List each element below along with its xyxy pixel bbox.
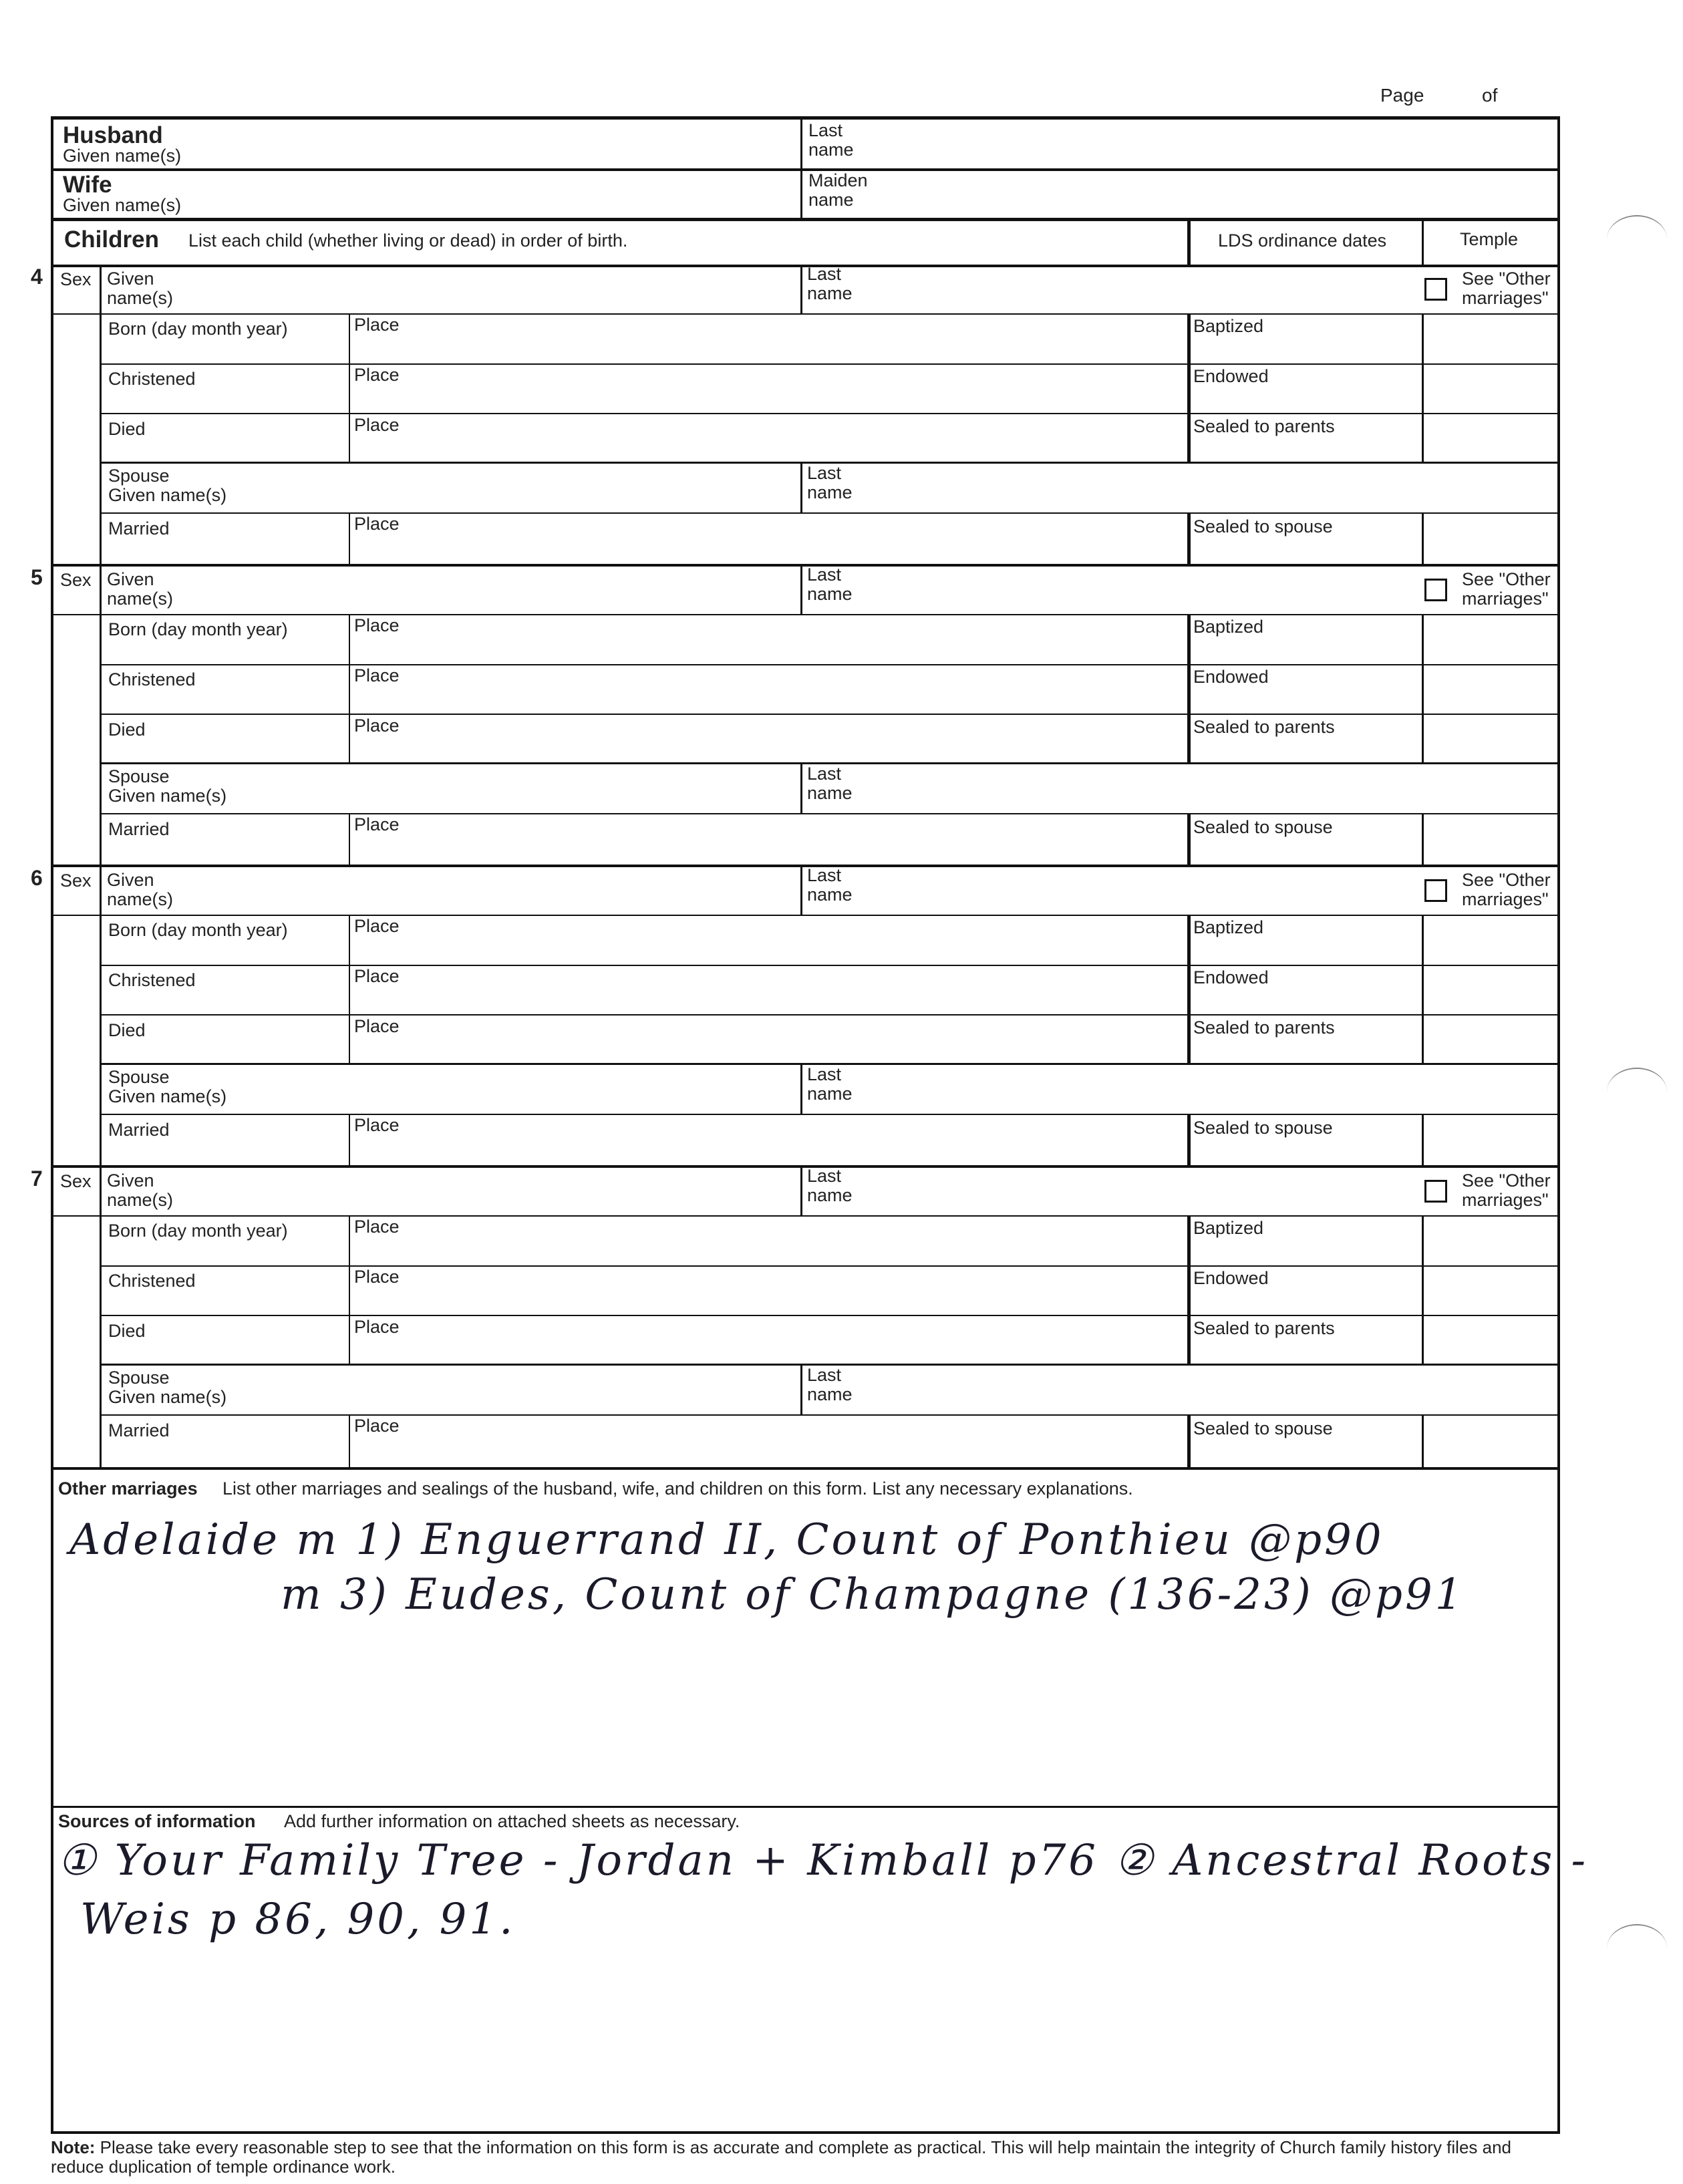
temple-divider-a (1422, 915, 1424, 1064)
lds-divider-a (1187, 615, 1191, 763)
baptized-label: Baptized (1193, 316, 1264, 336)
rule-a (51, 313, 1560, 315)
other-marriages-label: Other marriages (58, 1478, 198, 1499)
married-place-label: Place (354, 514, 400, 534)
born-label: Born (day month year) (108, 920, 288, 940)
sex-label: Sex (60, 1171, 92, 1191)
child-block-5 (0, 565, 1683, 866)
died-label: Died (108, 1020, 146, 1040)
see-other-marriages-label: See "Other marriages" (1462, 569, 1551, 609)
rule-e (100, 813, 1560, 814)
sex-divider (100, 565, 102, 866)
other-marriages-checkbox[interactable] (1424, 879, 1447, 902)
temple-divider (1422, 220, 1424, 267)
temple-label: Temple (1460, 229, 1519, 249)
given-last-divider (800, 265, 802, 314)
see-other-marriages-label: See "Other marriages" (1462, 870, 1551, 909)
note-text: Please take every reasonable step to see that the information on this form is as accurate and complete as practical. This will help maintain the integrity of Church family history files and reduce duplication of temple ordinance work. (51, 2137, 1512, 2177)
husband-last-label: Last name (808, 120, 854, 160)
christened-place-label: Place (354, 966, 400, 986)
born-place-label: Place (354, 916, 400, 936)
place-divider-b (349, 1114, 350, 1166)
baptized-label: Baptized (1193, 1218, 1264, 1238)
footer-note (51, 2138, 1541, 2177)
spouse-last-divider (800, 764, 802, 814)
lds-divider (1187, 220, 1191, 267)
christened-place-label: Place (354, 665, 400, 685)
husband-divider (800, 119, 802, 170)
husband-wife-rule (51, 168, 1560, 171)
died-place-label: Place (354, 1317, 400, 1337)
born-place-label: Place (354, 615, 400, 635)
given-last-divider (800, 866, 802, 915)
child-block-7 (0, 1166, 1683, 1468)
temple-divider-b (1422, 513, 1424, 565)
married-label: Married (108, 819, 170, 839)
sealed-spouse-label: Sealed to spouse (1193, 516, 1333, 536)
spouse-label: Spouse Given name(s) (108, 1368, 227, 1407)
top-rule (51, 116, 1560, 120)
page-label: Page (1380, 85, 1424, 106)
sealed-parents-label: Sealed to parents (1193, 1318, 1335, 1338)
lds-divider-b (1187, 1415, 1191, 1468)
place-divider-b (349, 513, 350, 565)
given-last-divider (800, 565, 802, 615)
lds-divider-b (1187, 1114, 1191, 1166)
married-place-label: Place (354, 1115, 400, 1135)
child-block-6 (0, 866, 1683, 1166)
given-name-label: Given name(s) (107, 1171, 174, 1210)
place-divider-b (349, 814, 350, 866)
see-other-marriages-label: See "Other marriages" (1462, 269, 1551, 308)
endowed-label: Endowed (1193, 1268, 1269, 1288)
see-other-marriages-label: See "Other marriages" (1462, 1171, 1551, 1210)
sealed-spouse-label: Sealed to spouse (1193, 1118, 1333, 1138)
sealed-spouse-label: Sealed to spouse (1193, 1418, 1333, 1438)
binder-hole-mark (1607, 1068, 1667, 1116)
sealed-spouse-label: Sealed to spouse (1193, 817, 1333, 837)
rule-c (100, 1315, 1560, 1316)
child-number: 6 (31, 866, 43, 890)
place-divider-b (349, 1415, 350, 1468)
sex-divider (100, 1166, 102, 1468)
lds-label: LDS ordinance dates (1218, 230, 1387, 251)
died-place-label: Place (354, 415, 400, 435)
spouse-last-divider (800, 1064, 802, 1114)
sex-divider (100, 265, 102, 565)
sex-label: Sex (60, 570, 92, 590)
lds-divider-a (1187, 1216, 1191, 1364)
rule-b (100, 1265, 1560, 1267)
of-label: of (1482, 85, 1498, 106)
place-divider-a (349, 314, 350, 462)
christened-label: Christened (108, 970, 196, 990)
christened-place-label: Place (354, 1267, 400, 1287)
rule-a (51, 915, 1560, 916)
baptized-label: Baptized (1193, 617, 1264, 637)
spouse-label: Spouse Given name(s) (108, 466, 227, 505)
rule-e (100, 1414, 1560, 1416)
lds-divider-a (1187, 915, 1191, 1064)
spouse-label: Spouse Given name(s) (108, 1067, 227, 1106)
other-marriage-entry: Adelaide m 1) Enguerrand II, Count of Ponthieu @p90 (69, 1515, 1384, 1565)
husband-label: Husband (63, 122, 163, 148)
child-number: 4 (31, 265, 43, 289)
rule-b (100, 664, 1560, 665)
born-place-label: Place (354, 315, 400, 335)
wife-maiden-label: Maiden name (808, 170, 868, 210)
given-name-label: Given name(s) (107, 269, 174, 308)
source-entry: Weis p 86, 90, 91. (80, 1895, 516, 1944)
other-marriages-instruction: List other marriages and sealings of the husband, wife, and children on this form. List any necessary explanations. (222, 1478, 1133, 1499)
spouse-last-label: Last name (807, 764, 853, 803)
place-divider-a (349, 615, 350, 763)
lds-divider-a (1187, 314, 1191, 462)
sources-instruction: Add further information on attached sheets as necessary. (284, 1811, 740, 1831)
given-name-label: Given name(s) (107, 870, 174, 909)
sealed-parents-label: Sealed to parents (1193, 416, 1335, 436)
christened-label: Christened (108, 669, 196, 689)
given-name-label: Given name(s) (107, 569, 174, 609)
child-number: 5 (31, 565, 43, 589)
given-last-divider (800, 1166, 802, 1216)
place-divider-a (349, 1216, 350, 1364)
rule-e (100, 1114, 1560, 1115)
married-label: Married (108, 1420, 170, 1440)
baptized-label: Baptized (1193, 917, 1264, 937)
temple-divider-a (1422, 1216, 1424, 1364)
other-marriages-checkbox[interactable] (1424, 1180, 1447, 1203)
died-place-label: Place (354, 1016, 400, 1036)
died-place-label: Place (354, 716, 400, 736)
died-label: Died (108, 720, 146, 740)
christened-label: Christened (108, 369, 196, 389)
children-instruction: List each child (whether living or dead) in order of birth. (188, 230, 628, 251)
wife-label: Wife (63, 172, 112, 198)
sex-divider (100, 866, 102, 1166)
spouse-last-label: Last name (807, 1064, 853, 1104)
last-name-label: Last name (807, 565, 853, 604)
source-entry: ① Your Family Tree - Jordan + Kimball p76 ② Ancestral Roots - (57, 1836, 1589, 1885)
christened-label: Christened (108, 1271, 196, 1291)
lds-divider-b (1187, 814, 1191, 866)
note-label: Note: (51, 2137, 96, 2157)
child-number: 7 (31, 1166, 43, 1191)
rule-c (100, 714, 1560, 715)
married-place-label: Place (354, 1416, 400, 1436)
spouse-last-divider (800, 463, 802, 513)
other-marriages-checkbox[interactable] (1424, 579, 1447, 601)
rule-b (100, 363, 1560, 365)
sealed-parents-label: Sealed to parents (1193, 1018, 1335, 1038)
rule-e (100, 512, 1560, 514)
married-place-label: Place (354, 814, 400, 834)
spouse-last-label: Last name (807, 1365, 853, 1404)
spouse-label: Spouse Given name(s) (108, 766, 227, 806)
binder-hole-mark (1607, 1924, 1667, 1972)
child-7-bottom-rule (51, 1467, 1560, 1470)
born-label: Born (day month year) (108, 1221, 288, 1241)
sealed-parents-label: Sealed to parents (1193, 717, 1335, 737)
place-divider-a (349, 915, 350, 1064)
rule-a (51, 1215, 1560, 1217)
last-name-label: Last name (807, 865, 853, 905)
temple-divider-b (1422, 1415, 1424, 1468)
other-marriages-checkbox[interactable] (1424, 278, 1447, 301)
born-place-label: Place (354, 1217, 400, 1237)
temple-divider-a (1422, 314, 1424, 462)
died-label: Died (108, 419, 146, 439)
married-label: Married (108, 518, 170, 538)
temple-divider-a (1422, 615, 1424, 763)
rule-a (51, 614, 1560, 615)
lds-divider-b (1187, 513, 1191, 565)
child-block-4 (0, 265, 1683, 565)
sources-rule (51, 1806, 1560, 1808)
sex-label: Sex (60, 269, 92, 289)
died-label: Died (108, 1321, 146, 1341)
sex-label: Sex (60, 871, 92, 891)
last-name-label: Last name (807, 1166, 853, 1205)
binder-hole-mark (1607, 215, 1667, 263)
wife-divider (800, 170, 802, 219)
children-title: Children (64, 226, 159, 253)
last-name-label: Last name (807, 264, 853, 303)
endowed-label: Endowed (1193, 366, 1269, 386)
wife-children-rule (51, 218, 1560, 221)
born-label: Born (day month year) (108, 619, 288, 639)
other-marriage-entry: m 3) Eudes, Count of Champagne (136-23) @p91 (281, 1570, 1465, 1619)
christened-place-label: Place (354, 365, 400, 385)
born-label: Born (day month year) (108, 319, 288, 339)
husband-given-label: Given name(s) (63, 146, 182, 166)
sources-label: Sources of information (58, 1811, 256, 1831)
wife-given-label: Given name(s) (63, 195, 182, 215)
bottom-rule (51, 2131, 1560, 2134)
temple-divider-b (1422, 1114, 1424, 1166)
spouse-last-divider (800, 1365, 802, 1415)
spouse-last-label: Last name (807, 463, 853, 502)
rule-b (100, 965, 1560, 966)
endowed-label: Endowed (1193, 667, 1269, 687)
temple-divider-b (1422, 814, 1424, 866)
rule-c (100, 1014, 1560, 1016)
rule-c (100, 413, 1560, 414)
married-label: Married (108, 1120, 170, 1140)
endowed-label: Endowed (1193, 967, 1269, 987)
